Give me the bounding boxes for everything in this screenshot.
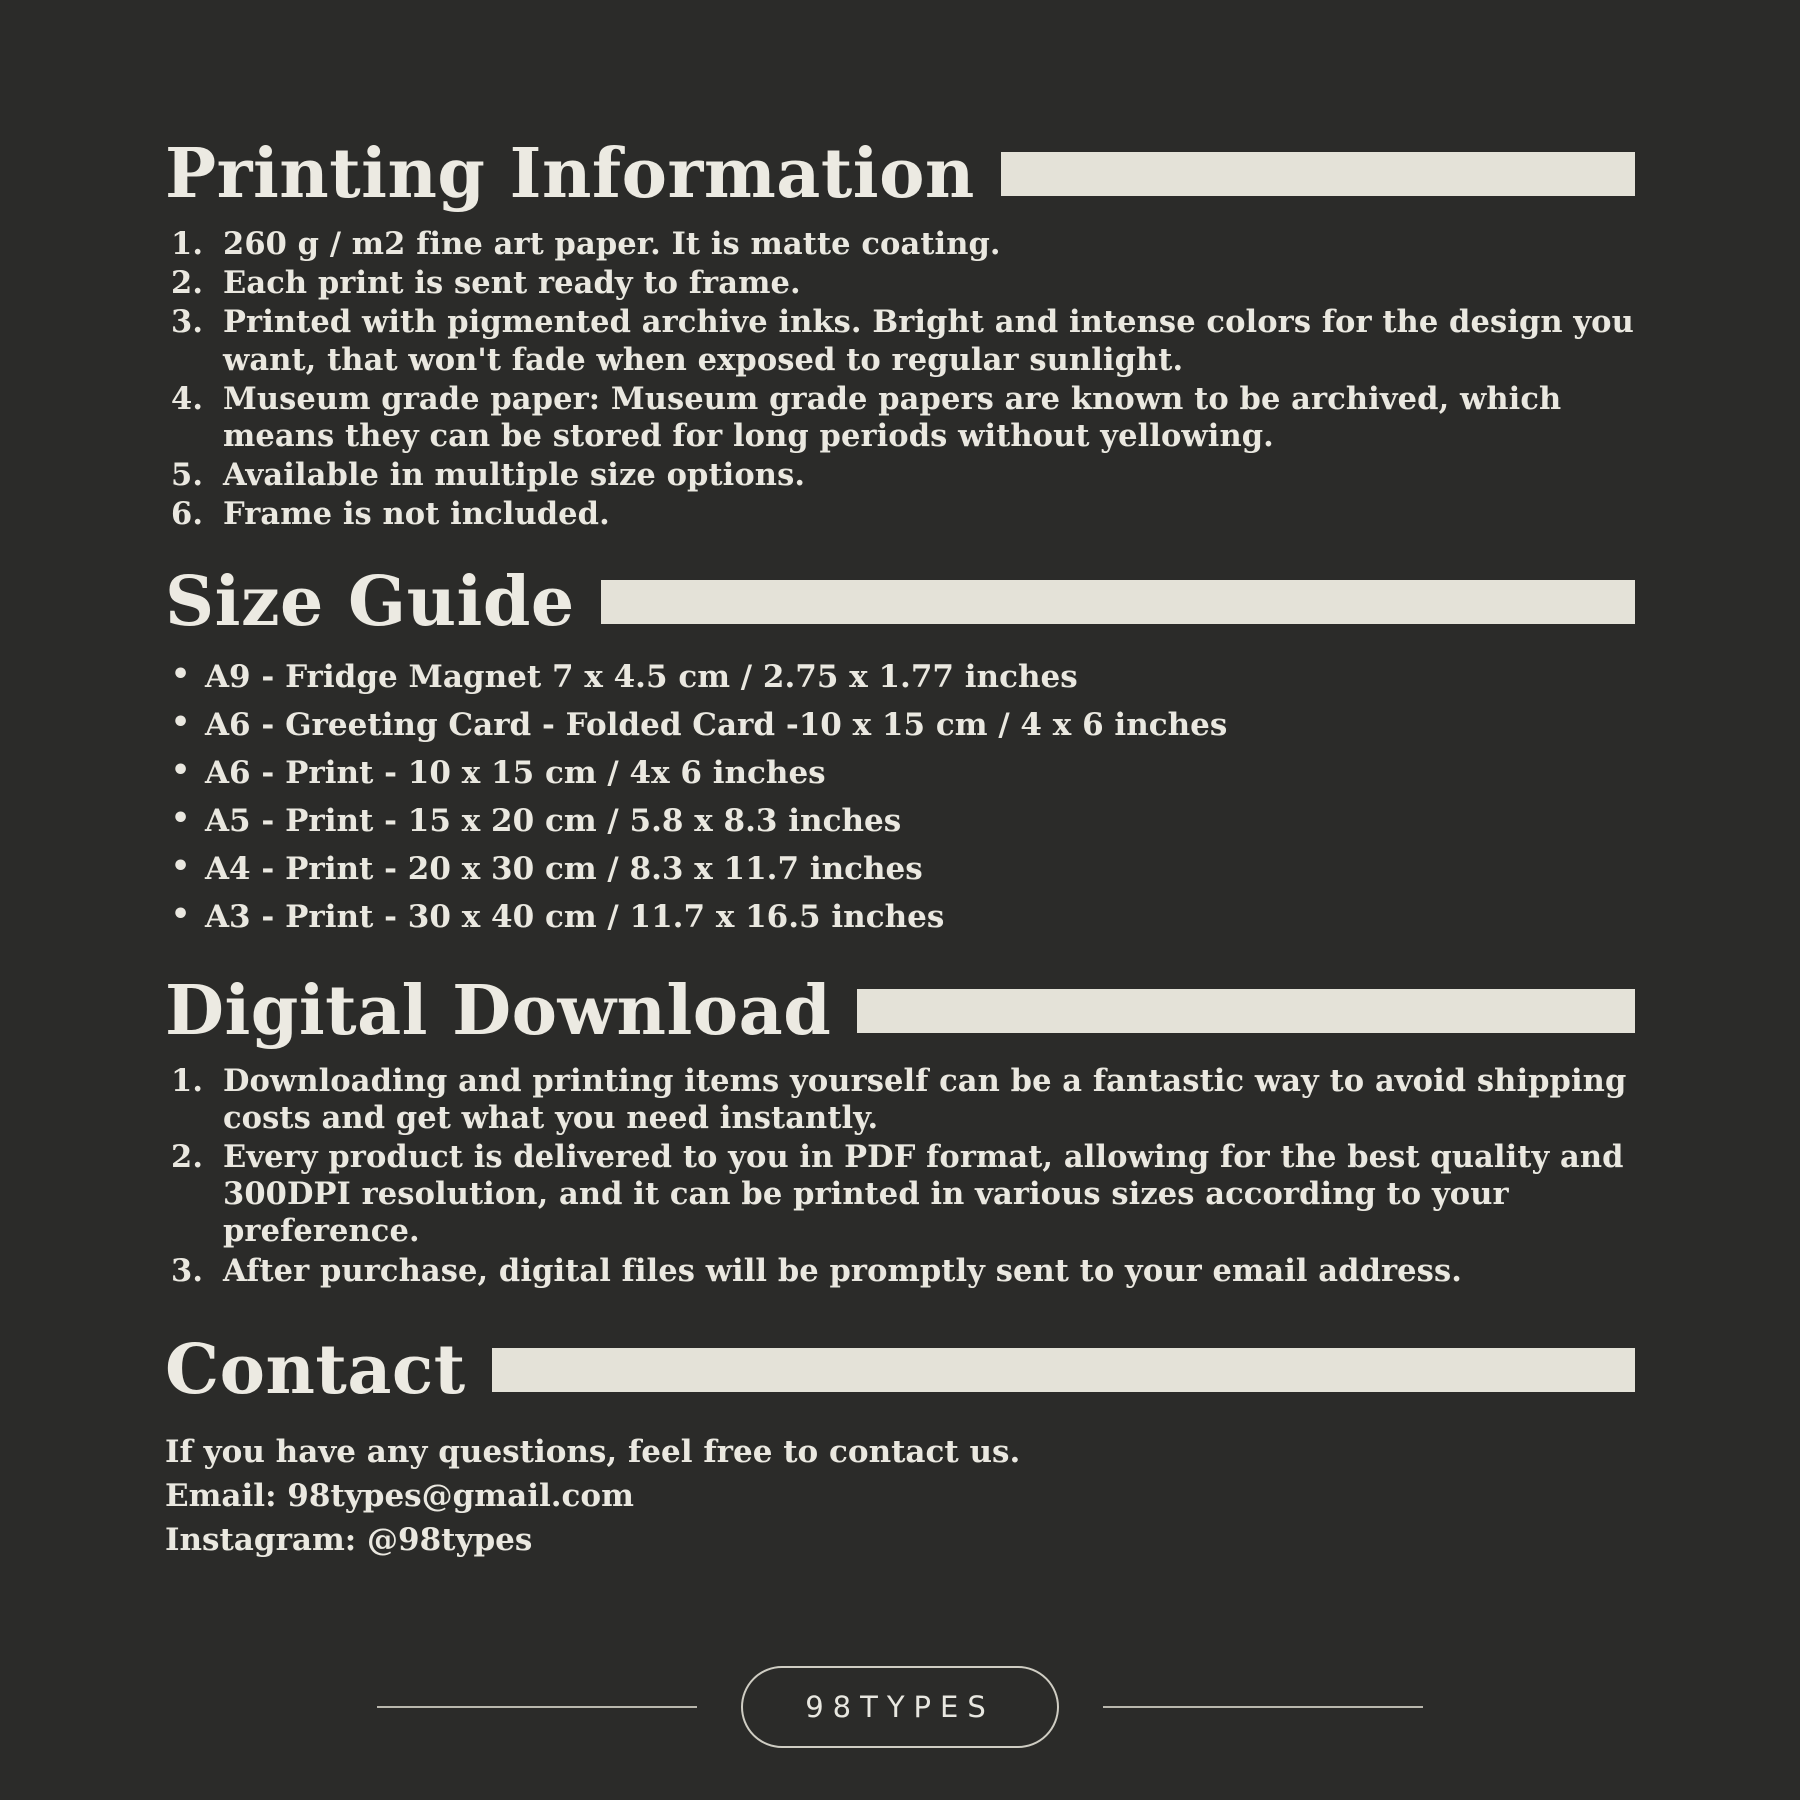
list-item-number: 3. (171, 1252, 204, 1289)
list-item (165, 496, 1635, 533)
header-bar (492, 1348, 1635, 1392)
section-title-digital-download: Digital Download (165, 970, 832, 1051)
list-item-text: Frame is not included. (223, 496, 610, 533)
printing-information-list (165, 226, 1635, 534)
contact-details (165, 1430, 1635, 1562)
list-item-number: 3. (171, 304, 204, 341)
list-item-text: 260 g / m2 fine art paper. It is matte coating. (223, 226, 1001, 262)
list-item (165, 265, 1635, 302)
list-item (165, 226, 1635, 263)
list-item: • A6 - Print - 10 x 15 cm / 4x 6 inches (165, 758, 1635, 789)
list-item-text: After purchase, digital files will be promptly sent to your email address. (223, 1252, 1462, 1289)
list-item-text: Downloading and printing items yourself can be a fantastic way to avoid shipping costs and get what you need instantly. (223, 1062, 1627, 1136)
list-item (165, 1063, 1635, 1137)
section-header-contact (165, 1329, 1635, 1410)
list-item (165, 1253, 1635, 1290)
list-item: • A9 - Fridge Magnet 7 x 4.5 cm / 2.75 x 1.77 inches (165, 662, 1635, 693)
contact-email: Email: 98types@gmail.com (165, 1477, 634, 1514)
list-item-text: Available in multiple size options. (223, 457, 806, 494)
header-bar (601, 580, 1635, 624)
list-item-text: Each print is sent ready to frame. (223, 265, 801, 302)
list-item-text: Printed with pigmented archive inks. Bright and intense colors for the design you want, that won't fade when exposed to regular sunlight. (223, 304, 1634, 378)
list-item (165, 1139, 1635, 1251)
section-title-size-guide: Size Guide (165, 561, 575, 642)
contact-intro-text: If you have any questions, feel free to contact us. (165, 1433, 1021, 1470)
list-item-text: Museum grade paper: Museum grade papers are known to be archived, which means they can be stored for long periods without yellowing. (223, 380, 1562, 455)
section-header-digital-download (165, 970, 1635, 1051)
list-item (165, 457, 1635, 494)
section-contact (165, 1329, 1635, 1562)
section-header-printing-information (165, 134, 1635, 214)
section-title-contact: Contact (165, 1329, 466, 1410)
list-item-number: 2. (171, 1139, 204, 1176)
list-item-number: 1. (171, 226, 204, 262)
section-size-guide (165, 561, 1635, 935)
list-item-text: Every product is delivered to you in PDF format, allowing for the best quality and 300DPI resolution, and it can be printed in various sizes according to your preference. (223, 1139, 1624, 1250)
header-bar (1001, 152, 1635, 196)
brand-logo: 98TYPES (741, 1666, 1059, 1748)
list-item-number: 5. (171, 457, 204, 494)
divider-right (1103, 1706, 1423, 1708)
list-item: • A4 - Print - 20 x 30 cm / 8.3 x 11.7 inches (165, 854, 1635, 885)
list-item-number: 1. (171, 1062, 204, 1099)
list-item: • A3 - Print - 30 x 40 cm / 11.7 x 16.5 inches (165, 902, 1635, 933)
list-item (165, 304, 1635, 378)
list-item-number: 4. (171, 380, 204, 417)
contact-instagram: Instagram: @98types (165, 1521, 533, 1558)
list-item: • A5 - Print - 15 x 20 cm / 5.8 x 8.3 inches (165, 806, 1635, 837)
section-header-size-guide (165, 561, 1635, 642)
size-guide-list (165, 658, 1635, 935)
list-item-number: 2. (171, 265, 204, 302)
footer (165, 1666, 1635, 1748)
section-printing-information (165, 134, 1635, 534)
divider-left (377, 1706, 697, 1708)
page-title: Printing Information (165, 134, 975, 214)
section-digital-download (165, 970, 1635, 1290)
digital-download-list (165, 1063, 1635, 1290)
list-item: • A6 - Greeting Card - Folded Card -10 x 15 cm / 4 x 6 inches (165, 710, 1635, 741)
header-bar (857, 989, 1635, 1033)
list-item-number: 6. (171, 496, 204, 533)
list-item (165, 381, 1635, 455)
